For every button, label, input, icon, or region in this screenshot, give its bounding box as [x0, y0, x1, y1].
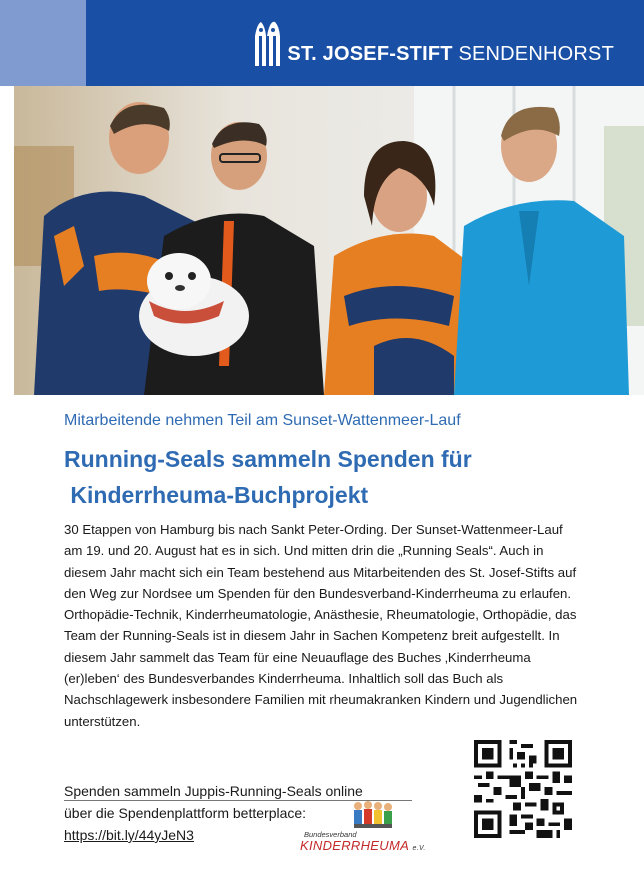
donation-link[interactable]: https://bit.ly/44yJeN3	[64, 827, 194, 843]
brand-name-light: SENDENHORST	[458, 43, 614, 65]
article-paragraph-2: Orthopädie-Technik, Kinderrheumatologie, Anästhesie, Rheumatologie, Orthopädie, das Team der Running-Seals ist in diesem Jahr in Sachen Kompetenz breit aufgestellt. In diesem Jahr sammelt das Team für eine Neuauflage des Buches ‚Kinderrheuma (er)leben‘ des Bundesverbandes Kinderrheuma. Inhaltlich soll das Buch als Nachschlagewerk insbesondere Familien mit rheumakranken Kindern und Jugendlichen unterstützen.	[64, 607, 578, 729]
headline-line-2: Kinderrheuma-Buchprojekt	[64, 482, 369, 508]
article-headline	[64, 441, 604, 513]
qr-code-icon[interactable]	[474, 740, 572, 838]
article-body	[64, 519, 584, 732]
team-photo-illustration	[14, 86, 644, 395]
brand-name	[287, 44, 614, 68]
partner-logo-suffix: e.V.	[412, 845, 426, 852]
brand-logo[interactable]	[253, 18, 614, 68]
brand-name-bold: ST. JOSEF-STIFT	[287, 43, 453, 65]
children-group-icon	[352, 800, 398, 830]
st-josef-stift-logo-icon	[253, 18, 281, 68]
partner-logo-name: KINDERRHEUMA	[300, 838, 409, 853]
donation-line-2: über die Spendenplattform betterplace:	[64, 805, 307, 821]
header-accent-strip	[0, 0, 86, 86]
header	[0, 0, 644, 86]
partner-logo-top-text: Bundesverband	[304, 830, 357, 839]
partner-logo[interactable]	[296, 796, 426, 856]
article-paragraph-1: 30 Etappen von Hamburg bis nach Sankt Peter-Ording. Der Sunset-Wattenmeer-Lauf am 19. und 20. August hat es in sich. Und mitten drin die „Running Seals“. Auch in diesem Jahr macht sich ein Team bestehend aus Mitarbeitenden des St. Josef-Stifts auf den Weg zur Nordsee um Spenden für den Bundesverband-Kinderrheuma zu erlaufen.	[64, 522, 577, 601]
donation-line-1: Spenden sammeln Juppis-Running-Seals online	[64, 783, 363, 799]
team-photo	[14, 86, 644, 395]
article-kicker: Mitarbeitende nehmen Teil am Sunset-Wattenmeer-Lauf	[64, 412, 461, 429]
partner-logo-main-text	[300, 838, 426, 853]
headline-line-1: Running-Seals sammeln Spenden für	[64, 446, 472, 472]
